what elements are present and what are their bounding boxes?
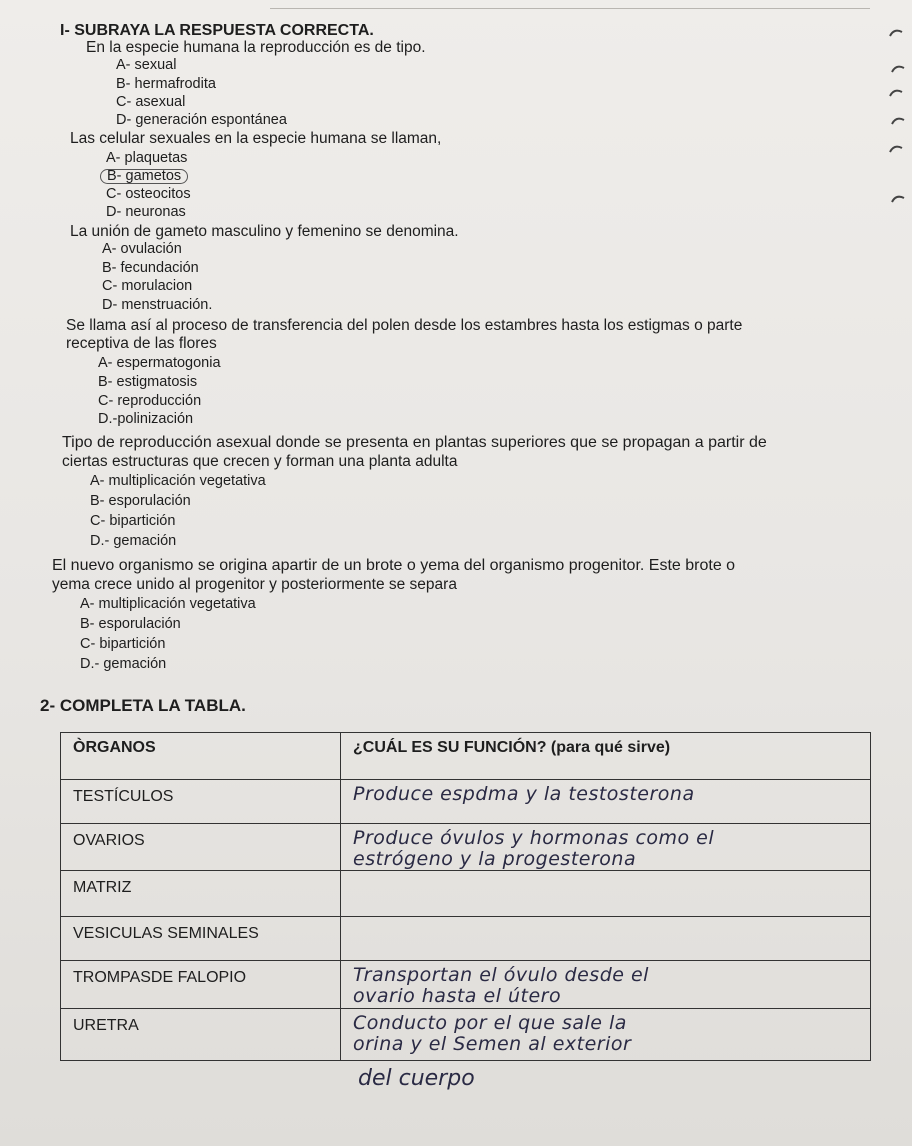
q3-option-c[interactable]: C- morulacion	[102, 278, 193, 294]
question-6-line1: El nuevo organismo se origina apartir de un brote o yema del organismo progenitor. Este brote o	[52, 557, 736, 574]
organ-cell: MATRIZ	[61, 871, 341, 917]
q4-option-c[interactable]: C- reproducción	[98, 393, 202, 409]
q5-option-a[interactable]: A- multiplicación vegetativa	[90, 473, 266, 489]
table-row	[61, 917, 871, 961]
question-6-line2: yema crece unido al progenitor y posteriormente se separa	[52, 576, 457, 593]
answer-cell[interactable]: Conducto por el que sale la orina y el Semen al exterior	[341, 1009, 871, 1061]
q5-option-c[interactable]: C- bipartición	[90, 513, 176, 529]
table-row	[61, 1009, 871, 1061]
section2-title: 2- COMPLETA LA TABLA.	[40, 696, 246, 715]
q3-option-a[interactable]: A- ovulación	[102, 241, 182, 257]
table-row	[61, 824, 871, 871]
question-4-line1: Se llama así al proceso de transferencia del polen desde los estambres hasta los estigmas o parte	[66, 317, 743, 334]
q2-option-a[interactable]: A- plaquetas	[106, 150, 188, 166]
q3-option-d[interactable]: D- menstruación.	[102, 297, 213, 313]
table-row	[61, 961, 871, 1009]
organ-function-table	[60, 732, 871, 1061]
question-2: Las celular sexuales en la especie humana se llaman,	[70, 130, 442, 147]
q4-option-d[interactable]: D.-polinización	[98, 411, 194, 427]
q1-option-d[interactable]: D- generación espontánea	[116, 112, 287, 128]
q3-option-b[interactable]: B- fecundación	[102, 260, 199, 276]
answer-cell[interactable]: Produce óvulos y hormonas como el estrógeno y la progesterona	[341, 824, 871, 871]
organ-cell: TESTÍCULOS	[61, 780, 341, 824]
q1-option-a[interactable]: A- sexual	[116, 57, 177, 73]
q6-option-a[interactable]: A- multiplicación vegetativa	[80, 596, 256, 612]
q1-option-b[interactable]: B- hermafrodita	[116, 76, 216, 92]
table-header-row	[61, 733, 871, 780]
q1-option-c[interactable]: C- asexual	[116, 94, 186, 110]
q5-option-b[interactable]: B- esporulación	[90, 493, 191, 509]
q2-option-c[interactable]: C- osteocitos	[106, 186, 191, 202]
q2-option-b-selected[interactable]	[100, 168, 188, 185]
question-5-line1: Tipo de reproducción asexual donde se presenta en plantas superiores que se propagan a partir de	[62, 434, 767, 451]
q4-option-b[interactable]: B- estigmatosis	[98, 374, 198, 390]
section1-title: I- SUBRAYA LA RESPUESTA CORRECTA.	[60, 22, 374, 39]
answer-cell[interactable]	[341, 917, 871, 961]
q2-option-d[interactable]: D- neuronas	[106, 204, 186, 220]
selected-answer-mark: B- gametos	[100, 169, 188, 184]
header-function: ¿CUÁL ES SU FUNCIÓN? (para qué sirve)	[341, 733, 871, 780]
q5-option-d[interactable]: D.- gemación	[90, 533, 177, 549]
q4-option-a[interactable]: A- espermatogonia	[98, 355, 221, 371]
table-row	[61, 780, 871, 824]
answer-cell[interactable]: Produce espdma y la testosterona	[341, 780, 871, 824]
organ-cell: OVARIOS	[61, 824, 341, 871]
question-5-line2: ciertas estructuras que crecen y forman una planta adulta	[62, 453, 458, 470]
organ-cell: TROMPASDE FALOPIO	[61, 961, 341, 1009]
page-top-edge	[270, 0, 870, 9]
answer-cell[interactable]	[341, 871, 871, 917]
organ-cell: URETRA	[61, 1009, 341, 1061]
q6-option-c[interactable]: C- bipartición	[80, 636, 166, 652]
table-row	[61, 871, 871, 917]
question-1: En la especie humana la reproducción es de tipo.	[86, 39, 426, 56]
question-4-line2: receptiva de las flores	[66, 335, 217, 352]
organ-cell: VESICULAS SEMINALES	[61, 917, 341, 961]
answer-cell[interactable]: Transportan el óvulo desde el ovario hasta el útero	[341, 961, 871, 1009]
notebook-binding-edge	[872, 20, 912, 220]
handwritten-overflow-text: del cuerpo	[358, 1066, 475, 1091]
header-organs: ÒRGANOS	[61, 733, 341, 780]
question-3: La unión de gameto masculino y femenino se denomina.	[70, 223, 459, 240]
q6-option-d[interactable]: D.- gemación	[80, 656, 167, 672]
q6-option-b[interactable]: B- esporulación	[80, 616, 181, 632]
